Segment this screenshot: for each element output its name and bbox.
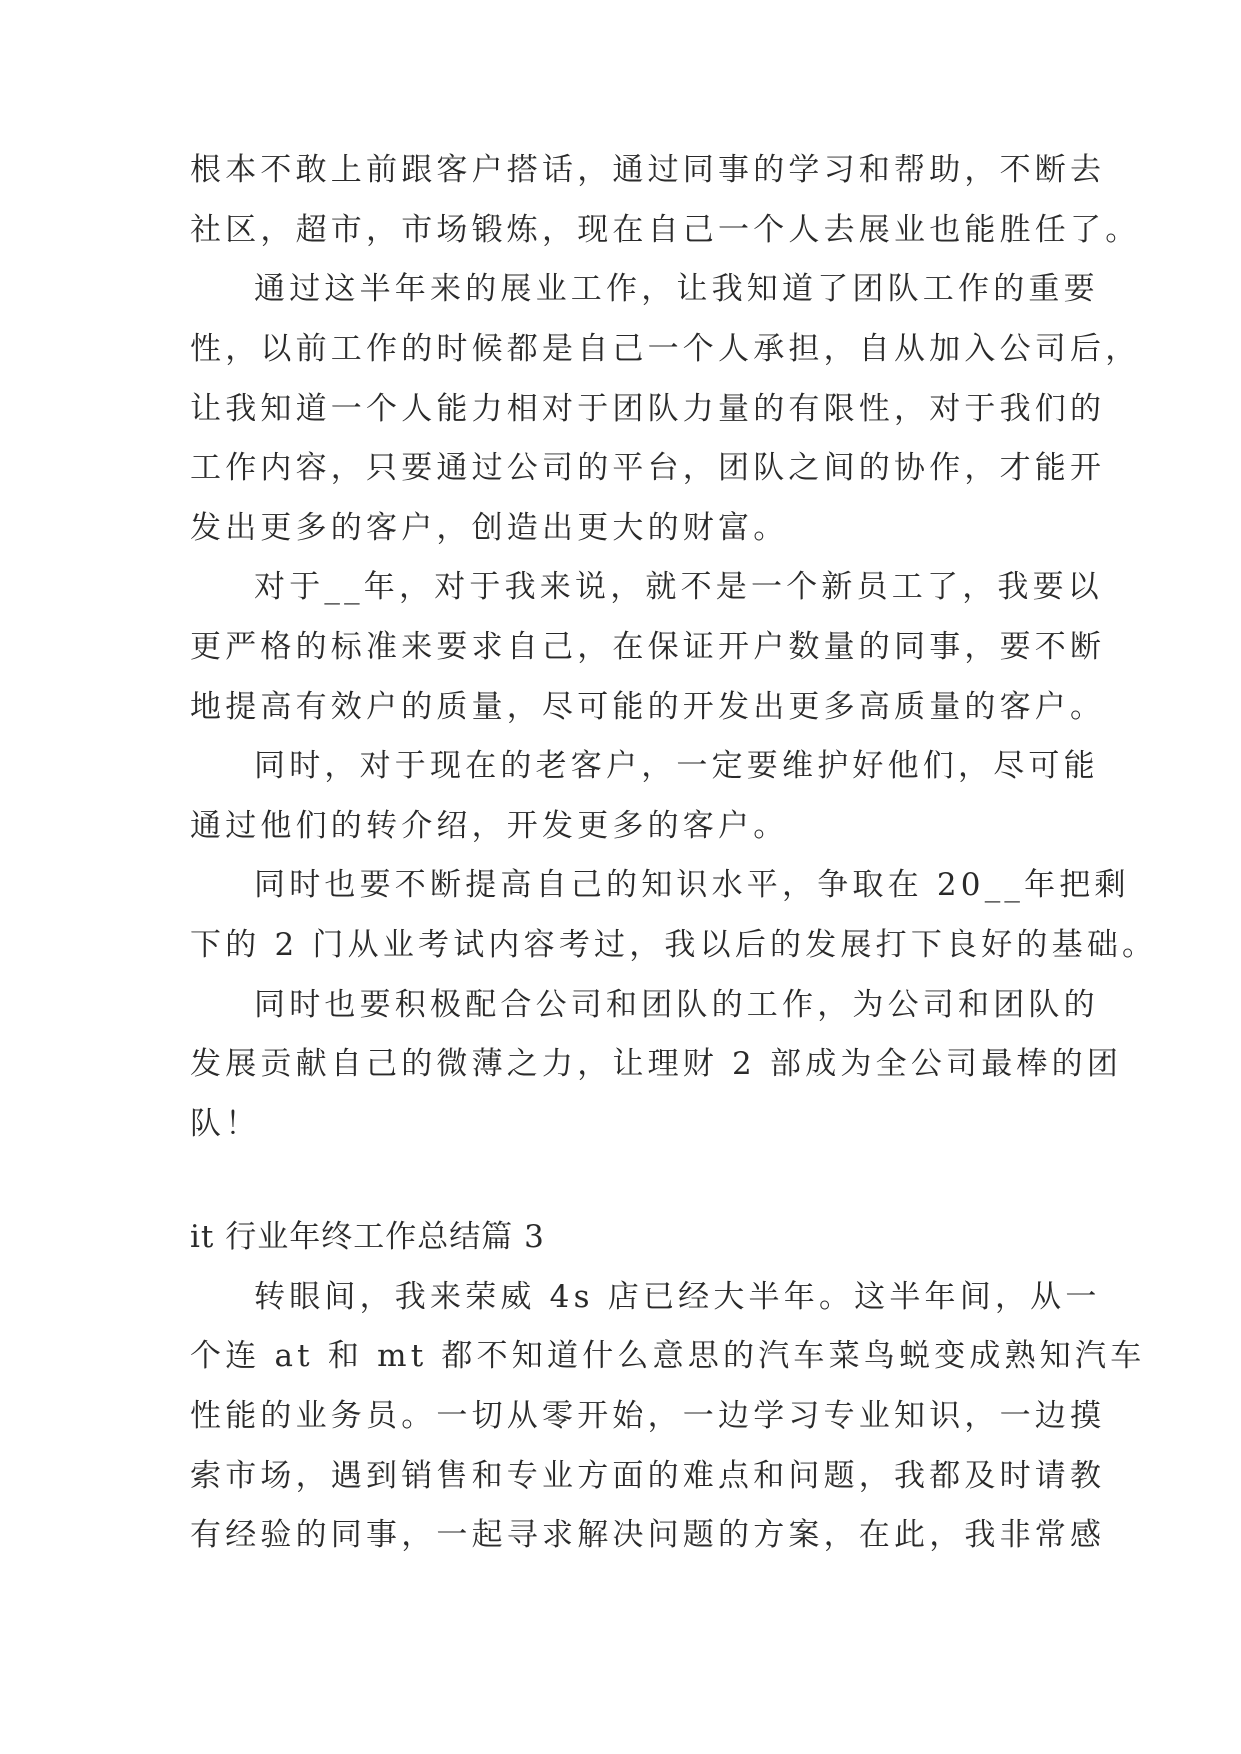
paragraph-line: 个连 at 和 mt 都不知道什么意思的汽车菜鸟蜕变成熟知汽车 xyxy=(190,1338,1146,1374)
paragraph-line: 通过这半年来的展业工作，让我知道了团队工作的重要 xyxy=(254,271,1099,307)
paragraph-line: 同时，对于现在的老客户，一定要维护好他们，尽可能 xyxy=(254,748,1099,784)
paragraph-line: 根本不敢上前跟客户搭话，通过同事的学习和帮助，不断去 xyxy=(190,152,1106,188)
paragraph-line: 同时也要不断提高自己的知识水平，争取在 20__年把剩 xyxy=(254,867,1130,903)
paragraph-line: 让我知道一个人能力相对于团队力量的有限性，对于我们的 xyxy=(190,391,1106,427)
paragraph-line: 发出更多的客户，创造出更大的财富。 xyxy=(190,510,789,546)
paragraph-line: 同时也要积极配合公司和团队的工作，为公司和团队的 xyxy=(254,987,1099,1023)
paragraph-line: 转眼间，我来荣威 4s 店已经大半年。这半年间，从一 xyxy=(254,1279,1101,1315)
paragraph-line: 发展贡献自己的微薄之力，让理财 2 部成为全公司最棒的团 xyxy=(190,1046,1123,1082)
section-heading: it 行业年终工作总结篇 3 xyxy=(190,1219,545,1255)
paragraph-line: 有经验的同事，一起寻求解决问题的方案，在此，我非常感 xyxy=(190,1517,1106,1553)
paragraph-line: 对于__年，对于我来说，就不是一个新员工了，我要以 xyxy=(254,569,1103,605)
paragraph-line: 地提高有效户的质量，尽可能的开发出更多高质量的客户。 xyxy=(190,689,1106,725)
paragraph-line: 性，以前工作的时候都是自己一个人承担，自从加入公司后， xyxy=(190,331,1141,367)
paragraph-line: 索市场，遇到销售和专业方面的难点和问题，我都及时请教 xyxy=(190,1458,1106,1494)
paragraph-line: 更严格的标准来要求自己，在保证开户数量的同事，要不断 xyxy=(190,629,1106,665)
paragraph-line: 下的 2 门从业考试内容考过，我以后的发展打下良好的基础。 xyxy=(190,927,1158,963)
paragraph-line: 工作内容，只要通过公司的平台，团队之间的协作，才能开 xyxy=(190,450,1106,486)
paragraph-line: 性能的业务员。一切从零开始，一边学习专业知识，一边摸 xyxy=(190,1398,1106,1434)
paragraph-line: 队！ xyxy=(190,1106,261,1142)
paragraph-line: 社区，超市，市场锻炼，现在自己一个人去展业也能胜任了。 xyxy=(190,212,1141,248)
paragraph-line: 通过他们的转介绍，开发更多的客户。 xyxy=(190,808,789,844)
